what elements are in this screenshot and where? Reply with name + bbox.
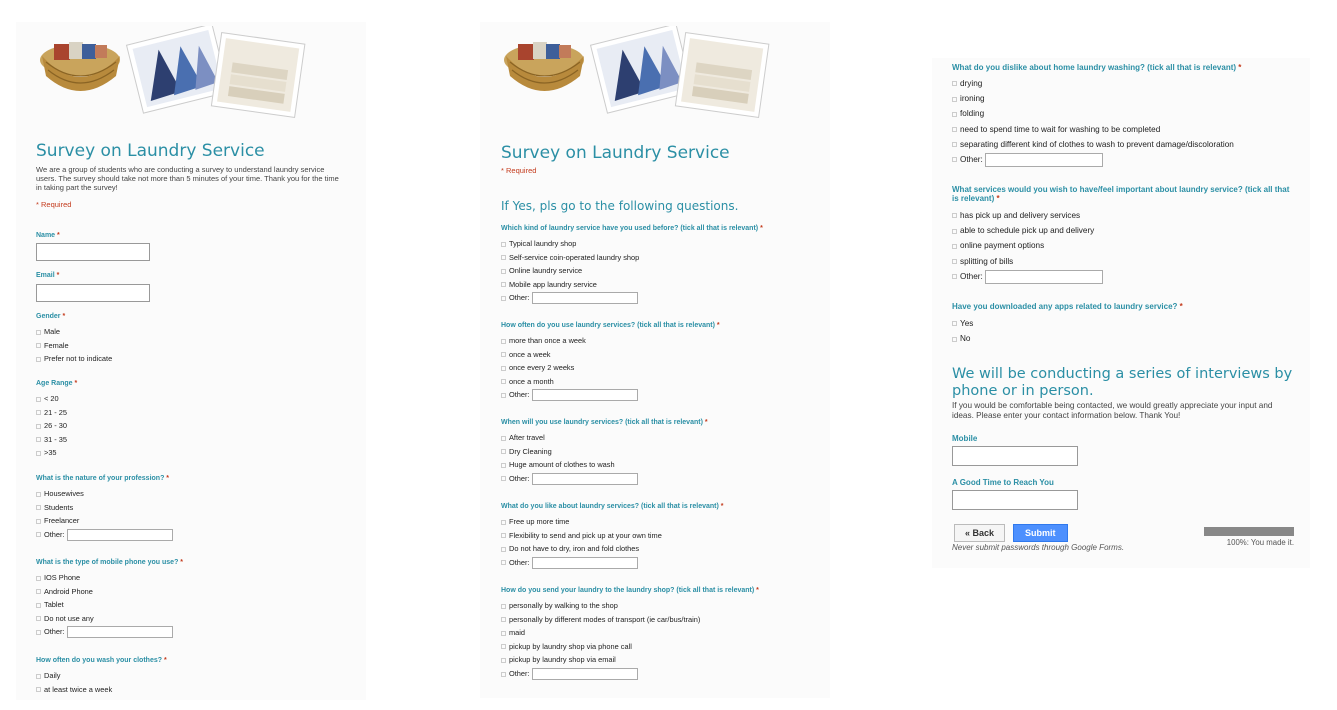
kind-other[interactable]: Other: <box>501 291 639 305</box>
apps-option[interactable]: Yes <box>952 316 973 331</box>
when-other[interactable]: Other: <box>501 472 638 486</box>
time-input[interactable] <box>952 490 1078 510</box>
progress-bar <box>1204 527 1294 536</box>
interview-title: We will be conducting a series of interviews by phone or in person. <box>952 366 1293 399</box>
services-options <box>952 208 1103 284</box>
form-page-2 <box>480 22 830 698</box>
kind-option[interactable]: Mobile app laundry service <box>501 278 639 292</box>
services-label: What services would you wish to have/feel important about laundry service? (tick all that is relevant) * <box>952 185 1290 203</box>
mobile-label: Mobile <box>952 434 978 443</box>
email-input[interactable] <box>36 284 150 302</box>
often-other[interactable]: Other: <box>501 388 638 402</box>
like-other-input[interactable] <box>532 557 638 569</box>
kind-option[interactable]: Typical laundry shop <box>501 237 639 251</box>
often-option[interactable]: more than once a week <box>501 334 638 348</box>
required-note: * Required <box>36 200 72 209</box>
apps-label: Have you downloaded any apps related to laundry service? * <box>952 302 1183 311</box>
laundry-header-image <box>36 26 316 120</box>
phone-other-input[interactable] <box>67 626 173 638</box>
like-option[interactable]: Free up more time <box>501 515 662 529</box>
send-options <box>501 599 700 681</box>
password-warning: Never submit passwords through Google Forms. <box>952 543 1125 552</box>
dislike-option[interactable]: separating different kind of clothes to wash to prevent damage/discoloration <box>952 137 1234 152</box>
form-title: Survey on Laundry Service <box>501 143 730 163</box>
often-options <box>501 334 638 402</box>
when-options <box>501 431 638 485</box>
like-label: What do you like about laundry services? (tick all that is relevant) * <box>501 503 724 510</box>
dislike-option[interactable]: drying <box>952 76 1234 91</box>
phone-other[interactable]: Other: <box>36 625 173 639</box>
age-option[interactable]: 31 - 35 <box>36 433 67 447</box>
laundry-header-image <box>500 26 780 120</box>
phone-options <box>36 571 173 639</box>
dislike-label: What do you dislike about home laundry washing? (tick all that is relevant) * <box>952 63 1242 72</box>
kind-other-input[interactable] <box>532 292 638 304</box>
often-option[interactable]: once a month <box>501 375 638 389</box>
email-label: Email * <box>36 272 60 279</box>
form-page-1 <box>16 22 366 700</box>
gender-option[interactable]: Male <box>36 325 112 339</box>
dislike-options <box>952 76 1234 167</box>
dislike-other-input[interactable] <box>985 153 1103 167</box>
back-button[interactable]: « Back <box>954 524 1005 542</box>
send-option[interactable]: personally by walking to the shop <box>501 599 700 613</box>
time-label: A Good Time to Reach You <box>952 478 1054 487</box>
form-description: We are a group of students who are conducting a survey to understand laundry service users. The survey should take not more than 5 minutes of your time. Thank you for the time in taking part the survey! <box>36 165 339 192</box>
often-option[interactable]: once every 2 weeks <box>501 361 638 375</box>
phone-option[interactable]: IOS Phone <box>36 571 173 585</box>
phone-option[interactable]: Android Phone <box>36 585 173 599</box>
send-other[interactable]: Other: <box>501 667 700 681</box>
phone-label: What is the type of mobile phone you use? * <box>36 559 184 566</box>
send-option[interactable]: pickup by laundry shop via email <box>501 653 700 667</box>
kind-options <box>501 237 639 305</box>
kind-option[interactable]: Online laundry service <box>501 264 639 278</box>
gender-option[interactable]: Female <box>36 339 112 353</box>
like-other[interactable]: Other: <box>501 556 662 570</box>
profession-options <box>36 487 173 541</box>
age-option[interactable]: 26 - 30 <box>36 419 67 433</box>
dislike-option[interactable]: folding <box>952 106 1234 121</box>
profession-option[interactable]: Housewives <box>36 487 173 501</box>
phone-option[interactable]: Tablet <box>36 598 173 612</box>
services-option[interactable]: able to schedule pick up and delivery <box>952 223 1103 238</box>
phone-option[interactable]: Do not use any <box>36 612 173 626</box>
services-option[interactable]: online payment options <box>952 238 1103 253</box>
age-option[interactable]: >35 <box>36 446 67 460</box>
gender-options <box>36 325 112 366</box>
when-other-input[interactable] <box>532 473 638 485</box>
send-other-input[interactable] <box>532 668 638 680</box>
send-label: How do you send your laundry to the laundry shop? (tick all that is relevant) * <box>501 587 759 594</box>
gender-option[interactable]: Prefer not to indicate <box>36 352 112 366</box>
profession-other[interactable]: Other: <box>36 528 173 542</box>
interview-description: If you would be comfortable being contacted, we would greatly appreciate your input and ideas. Please enter your contact information below. Thank You! <box>952 401 1273 420</box>
send-option[interactable]: personally by different modes of transport (ie car/bus/train) <box>501 613 700 627</box>
often-other-input[interactable] <box>532 389 638 401</box>
dislike-option[interactable]: ironing <box>952 91 1234 106</box>
mobile-input[interactable] <box>952 446 1078 466</box>
services-other[interactable]: Other: <box>952 269 1103 284</box>
kind-label: Which kind of laundry service have you used before? (tick all that is relevant) * <box>501 225 763 232</box>
dislike-option[interactable]: need to spend time to wait for washing to be completed <box>952 122 1234 137</box>
services-other-input[interactable] <box>985 270 1103 284</box>
profession-option[interactable]: Freelancer <box>36 514 173 528</box>
send-option[interactable]: pickup by laundry shop via phone call <box>501 640 700 654</box>
age-options <box>36 392 67 460</box>
profession-other-input[interactable] <box>67 529 173 541</box>
wash-options <box>36 669 112 696</box>
when-option[interactable]: Dry Cleaning <box>501 445 638 459</box>
section-title: If Yes, pls go to the following questions. <box>501 199 739 213</box>
age-option[interactable]: 21 - 25 <box>36 406 67 420</box>
required-note: * Required <box>501 166 537 175</box>
wash-option[interactable]: Daily <box>36 669 112 683</box>
progress-text: 100%: You made it. <box>1226 538 1294 547</box>
age-option[interactable]: < 20 <box>36 392 67 406</box>
wash-label: How often do you wash your clothes? * <box>36 657 167 664</box>
dislike-other[interactable]: Other: <box>952 152 1234 167</box>
when-option[interactable]: After travel <box>501 431 638 445</box>
name-label: Name * <box>36 232 60 239</box>
progress-fill <box>1205 528 1293 535</box>
gender-label: Gender * <box>36 313 66 320</box>
when-option[interactable]: Huge amount of clothes to wash <box>501 458 638 472</box>
form-title: Survey on Laundry Service <box>36 141 265 161</box>
form-page-3 <box>932 58 1310 568</box>
kind-option[interactable]: Self-service coin-operated laundry shop <box>501 251 639 265</box>
submit-button[interactable]: Submit <box>1013 524 1068 542</box>
profession-label: What is the nature of your profession? * <box>36 475 170 482</box>
like-option[interactable]: Flexibility to send and pick up at your own time <box>501 529 662 543</box>
like-options <box>501 515 662 569</box>
services-option[interactable]: has pick up and delivery services <box>952 208 1103 223</box>
often-label: How often do you use laundry services? (tick all that is relevant) * <box>501 322 720 329</box>
like-option[interactable]: Do not have to dry, iron and fold clothes <box>501 542 662 556</box>
when-label: When will you use laundry services? (tick all that is relevant) * <box>501 419 708 426</box>
send-option[interactable]: maid <box>501 626 700 640</box>
wash-option[interactable]: at least twice a week <box>36 683 112 697</box>
apps-option[interactable]: No <box>952 331 973 346</box>
profession-option[interactable]: Students <box>36 501 173 515</box>
often-option[interactable]: once a week <box>501 348 638 362</box>
apps-options <box>952 316 973 346</box>
name-input[interactable] <box>36 243 150 261</box>
age-label: Age Range * <box>36 380 78 387</box>
services-option[interactable]: splitting of bills <box>952 254 1103 269</box>
